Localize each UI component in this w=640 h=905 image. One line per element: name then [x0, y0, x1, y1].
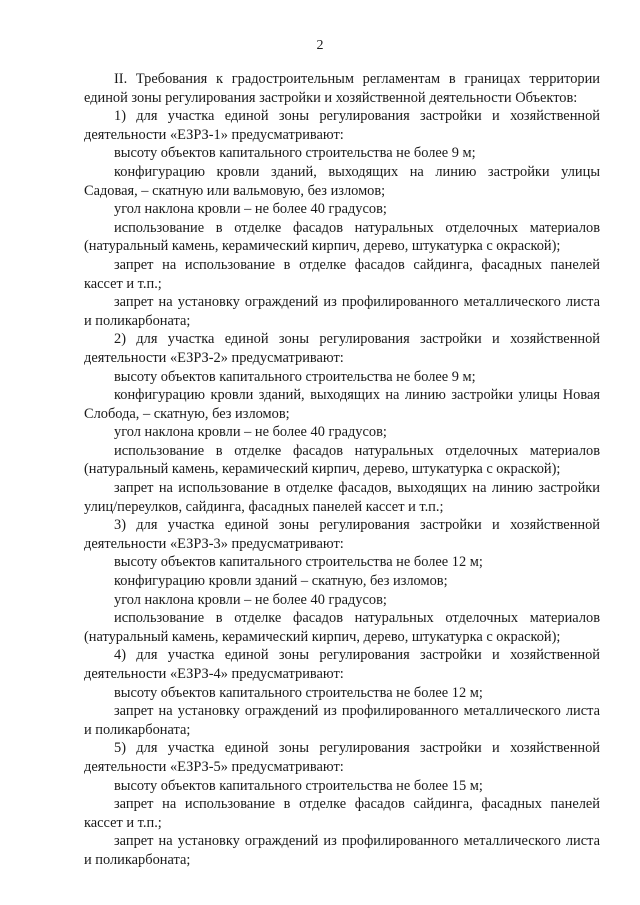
zone-4-heading: 4) для участка единой зоны регулирования застройки и хозяйственной деятельности «ЕЗРЗ-4» предусматривают: [84, 647, 600, 682]
zone-1-heading: 1) для участка единой зоны регулирования застройки и хозяйственной деятельности «ЕЗРЗ-1» предусматривают: [84, 108, 600, 143]
zone-1-roof-configuration: конфигурацию кровли зданий, выходящих на линию застройки улицы Садовая, – скатную или вальмовую, без изломов; [84, 163, 600, 199]
zone-5-heading: 5) для участка единой зоны регулирования застройки и хозяйственной деятельности «ЕЗРЗ-5» предусматривают: [84, 740, 600, 775]
section-heading: II. Требования к градостроительным регламентам в границах территории единой зоны регулирования застройки и хозяйственной деятельности Объектов: [84, 71, 600, 106]
zone-2-facade-materials: использование в отделке фасадов натуральных отделочных материалов (натуральный камень, керамический кирпич, дерево, штукатурка с окраской); [84, 442, 600, 478]
zone-1-roof-angle: угол наклона кровли – не более 40 градусов; [114, 201, 387, 218]
zone-2-roof-angle: угол наклона кровли – не более 40 градусов; [114, 424, 387, 441]
zone-5-fence-ban: запрет на установку ограждений из профилированного металлического листа и поликарбоната; [84, 833, 600, 868]
zone-3-height: высоту объектов капитального строительства не более 12 м; [114, 554, 483, 571]
zone-5-height: высоту объектов капитального строительства не более 15 м; [114, 777, 483, 794]
zone-2-siding-ban: запрет на использование в отделке фасадов, выходящих на линию застройки улиц/переулков, сайдинга, фасадных панелей кассет и т.п.; [84, 480, 600, 515]
zone-2-roof-configuration: конфигурацию кровли зданий, выходящих на линию застройки улицы Новая Слобода, – скатную, без изломов; [84, 387, 600, 422]
zone-1-height: высоту объектов капитального строительства не более 9 м; [114, 145, 476, 162]
document-body [84, 70, 600, 870]
zone-4-fence-ban: запрет на установку ограждений из профилированного металлического листа и поликарбоната; [84, 703, 600, 738]
zone-1-facade-materials: использование в отделке фасадов натуральных отделочных материалов (натуральный камень, керамический кирпич, дерево, штукатурка с окраской); [84, 219, 600, 255]
zone-4-height: высоту объектов капитального строительства не более 12 м; [114, 684, 483, 701]
zone-1-fence-ban: запрет на установку ограждений из профилированного металлического листа и поликарбоната; [84, 294, 600, 329]
page-number: 2 [316, 38, 324, 53]
zone-1-siding-ban: запрет на использование в отделке фасадов сайдинга, фасадных панелей кассет и т.п.; [84, 256, 600, 292]
zone-5-siding-ban: запрет на использование в отделке фасадов сайдинга, фасадных панелей кассет и т.п.; [84, 796, 600, 831]
zone-3-facade-materials: использование в отделке фасадов натуральных отделочных материалов (натуральный камень, керамический кирпич, дерево, штукатурка с окраской); [84, 610, 600, 645]
zone-3-roof-configuration: конфигурацию кровли зданий – скатную, без изломов; [114, 573, 448, 590]
zone-3-roof-angle: угол наклона кровли – не более 40 градусов; [114, 591, 387, 608]
zone-2-height: высоту объектов капитального строительства не более 9 м; [114, 368, 476, 385]
zone-2-heading: 2) для участка единой зоны регулирования застройки и хозяйственной деятельности «ЕЗРЗ-2» предусматривают: [84, 331, 600, 366]
zone-3-heading: 3) для участка единой зоны регулирования застройки и хозяйственной деятельности «ЕЗРЗ-3» предусматривают: [84, 517, 600, 552]
